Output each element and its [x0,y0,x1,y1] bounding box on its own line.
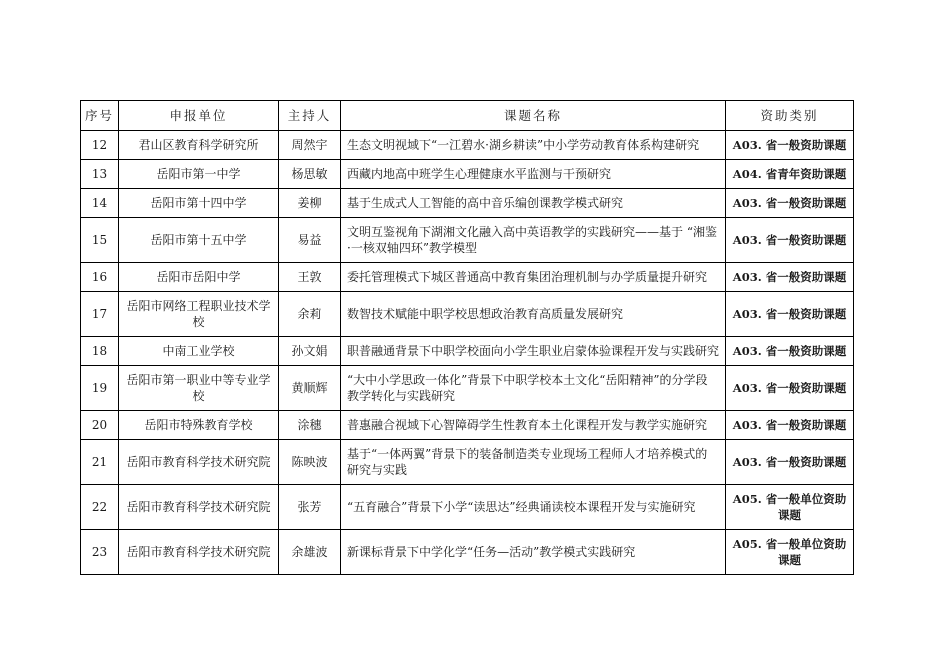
cell-host-name: 涂穗 [279,411,341,440]
cell-serial-number: 15 [81,218,119,263]
cell-host-name: 陈映波 [279,440,341,485]
table-row [81,411,854,440]
table-row [81,530,854,575]
cell-funding-category: A03. 省一般资助课题 [726,218,854,263]
cell-applicant-unit: 岳阳市第十五中学 [119,218,279,263]
cell-project-title: 委托管理模式下城区普通高中教育集团治理机制与办学质量提升研究 [341,263,726,292]
cell-serial-number: 21 [81,440,119,485]
table-row [81,366,854,411]
cell-serial-number: 17 [81,292,119,337]
cell-project-title: 新课标背景下中学化学“任务—活动”教学模式实践研究 [341,530,726,575]
cell-project-title: 西藏内地高中班学生心理健康水平监测与干预研究 [341,160,726,189]
cell-serial-number: 23 [81,530,119,575]
table-row [81,485,854,530]
table-body [81,131,854,575]
cell-funding-category: A03. 省一般资助课题 [726,337,854,366]
cell-serial-number: 20 [81,411,119,440]
cell-applicant-unit: 中南工业学校 [119,337,279,366]
cell-serial-number: 18 [81,337,119,366]
projects-table [80,100,854,575]
col-header-no: 序号 [81,101,119,131]
cell-funding-category: A03. 省一般资助课题 [726,189,854,218]
cell-host-name: 孙文娟 [279,337,341,366]
cell-project-title: 文明互鉴视角下湖湘文化融入高中英语教学的实践研究——基于 “湘鉴·一核双轴四环”教学模型 [341,218,726,263]
table-row [81,263,854,292]
cell-applicant-unit: 岳阳市第十四中学 [119,189,279,218]
cell-applicant-unit: 岳阳市教育科学技术研究院 [119,530,279,575]
cell-applicant-unit: 岳阳市教育科学技术研究院 [119,440,279,485]
cell-project-title: 普惠融合视域下心智障碍学生性教育本土化课程开发与教学实施研究 [341,411,726,440]
cell-project-title: “五育融合”背景下小学“读思达”经典诵读校本课程开发与实施研究 [341,485,726,530]
cell-funding-category: A03. 省一般资助课题 [726,366,854,411]
cell-serial-number: 19 [81,366,119,411]
table-row [81,292,854,337]
col-header-title: 课题名称 [341,101,726,131]
col-header-unit: 申报单位 [119,101,279,131]
cell-host-name: 黄顺辉 [279,366,341,411]
cell-serial-number: 13 [81,160,119,189]
cell-applicant-unit: 岳阳市网络工程职业技术学校 [119,292,279,337]
cell-funding-category: A03. 省一般资助课题 [726,263,854,292]
table-row [81,160,854,189]
cell-host-name: 杨思敏 [279,160,341,189]
table-row [81,440,854,485]
cell-funding-category: A04. 省青年资助课题 [726,160,854,189]
cell-serial-number: 12 [81,131,119,160]
cell-host-name: 易益 [279,218,341,263]
cell-host-name: 张芳 [279,485,341,530]
cell-project-title: 基于“一体两翼”背景下的装备制造类专业现场工程师人才培养模式的研究与实践 [341,440,726,485]
cell-applicant-unit: 岳阳市岳阳中学 [119,263,279,292]
table-row [81,218,854,263]
cell-host-name: 王敦 [279,263,341,292]
col-header-host: 主持人 [279,101,341,131]
table-row [81,189,854,218]
cell-host-name: 周然宇 [279,131,341,160]
cell-serial-number: 14 [81,189,119,218]
cell-serial-number: 16 [81,263,119,292]
cell-applicant-unit: 君山区教育科学研究所 [119,131,279,160]
cell-project-title: 职普融通背景下中职学校面向小学生职业启蒙体验课程开发与实践研究 [341,337,726,366]
cell-applicant-unit: 岳阳市特殊教育学校 [119,411,279,440]
cell-applicant-unit: 岳阳市教育科学技术研究院 [119,485,279,530]
cell-applicant-unit: 岳阳市第一职业中等专业学校 [119,366,279,411]
header-row [81,101,854,131]
cell-applicant-unit: 岳阳市第一中学 [119,160,279,189]
cell-funding-category: A03. 省一般资助课题 [726,411,854,440]
cell-project-title: 生态文明视域下“一江碧水·湖乡耕读”中小学劳动教育体系构建研究 [341,131,726,160]
cell-serial-number: 22 [81,485,119,530]
cell-funding-category: A05. 省一般单位资助课题 [726,530,854,575]
cell-project-title: 基于生成式人工智能的高中音乐编创课教学模式研究 [341,189,726,218]
projects-table-container [80,100,853,575]
cell-funding-category: A03. 省一般资助课题 [726,440,854,485]
cell-funding-category: A05. 省一般单位资助课题 [726,485,854,530]
cell-host-name: 余莉 [279,292,341,337]
cell-host-name: 姜柳 [279,189,341,218]
cell-funding-category: A03. 省一般资助课题 [726,131,854,160]
cell-project-title: “大中小学思政一体化”背景下中职学校本土文化“岳阳精神”的分学段教学转化与实践研究 [341,366,726,411]
cell-host-name: 余雄波 [279,530,341,575]
cell-project-title: 数智技术赋能中职学校思想政治教育高质量发展研究 [341,292,726,337]
col-header-category: 资助类别 [726,101,854,131]
table-row [81,131,854,160]
cell-funding-category: A03. 省一般资助课题 [726,292,854,337]
table-row [81,337,854,366]
